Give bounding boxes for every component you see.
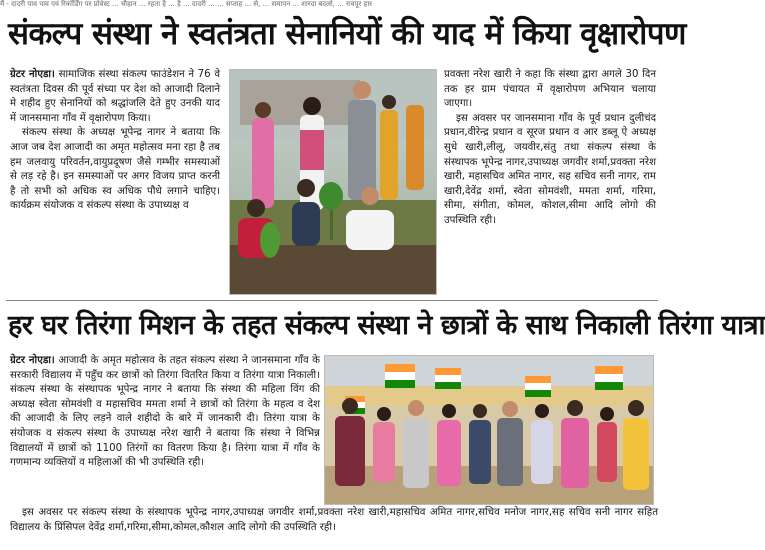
- article1-para4: इस अवसर पर जानसमाना गाँव के पूर्व प्रधान दुलीचंद प्रधान,वीरेन्द्र प्रधान व सूरज प्रधान व आर डब्लू ऐ अध्यक्ष सुधे खारी,लीलू, जयवीर,संतु तथा संकल्प संस्था के संस्थापक भूपेन्द्र नागर,उपाध्यक्ष जगवीर शर्मा,प्रवक्ता नरेश खारी, महासचिव अमित नागर, सह सचिव सनी नागर, राम खारी,देवेंद्र शर्मा, स्वेता सोमवंशी, ममता शर्मा, गरिमा, सीमा, संगीता, कोमल, कोशल,सीमा आदि लोगो की उपस्थिति रही।: [444, 112, 656, 226]
- article1-column-right: [444, 68, 656, 294]
- article1-para1: [10, 68, 220, 126]
- article2-headline: हर घर तिरंगा मिशन के तहत संकल्प संस्था ने छात्रों के साथ निकाली तिरंगा यात्रा: [8, 310, 765, 341]
- section-divider: [6, 300, 658, 301]
- article2-dateline: ग्रेटर नोएडा।: [10, 355, 55, 366]
- article1-dateline: ग्रेटर नोएडा।: [10, 69, 55, 80]
- article2-column-bottom: [10, 506, 658, 540]
- article2-para1-text: आजादी के अमृत महोत्सव के तहत संकल्प संस्था ने जानसमाना गाँव के सरकारी विद्यालय में पहुँच कर छात्रों को तिरंगा वितरित किया व तिरंगा यात्रा निकाली। संकल्प संस्था के संस्थापक भूपेन्द्र नागर ने बताया कि संस्था की महिला विंग की अध्यक्ष स्वेता सोमवंशी व महासचिव ममता शर्मा ने छात्रों को तिरंगा के महत्व व देश की आजादी के लिए लड़ने वाले शहीदो के बारे में जानकारी दी। तिरंगा यात्रा के संयोजक व संकल्प संस्था के उपाध्यक्ष नरेश खारी ने बताया कि संस्था ने विभिन्न विद्यालयों में छात्रों को 1100 तिरंगों का वितरण किया है। तिरंगा यात्रा में गाँव के गणमान्य व्यक्तियों व महिलाओं की भी उपस्थिति रही।: [10, 355, 320, 469]
- article1-para2: संकल्प संस्था के अध्यक्ष भूपेन्द्र नागर ने बताया कि आज जब देश आजादी का अमृत महोत्सव मना रहा है तब हम जलवायु परिवर्तन,वायुप्रदूषण जैसे गम्भीर समस्याओं से लड़ रहे है। इन समस्याओं पर अगर विजय प्राप्त करनी है तो सभी को अधिक स्व अधिक पौधे लगाने चाहिए। कार्यक्रम संयोजक व संकल्प संस्था के उपाध्यक्ष व: [10, 127, 220, 212]
- article1-para1-text: सामाजिक संस्था संकल्प फाउंडेशन ने 76 वे स्वतंत्रता दिवस की पूर्व संध्या पर देश को आजादी दिलाने मे शहीद हुए सेनानियों को श्रद्धांजलि देते हुए उनकी याद में जानसमाना गाँव में वृक्षारोपण किया।: [10, 69, 220, 124]
- article2-column-left: [10, 354, 320, 504]
- article1-column-left: [10, 68, 220, 294]
- article2-para2: इस अवसर पर संकल्प संस्था के संस्थापक भूपेन्द्र नागर,उपाध्यक्ष जगवीर शर्मा,प्रवक्ता नरेश खारी,महासचिव अमित नागर,सचिव मनोज नागर,सह सचिव सनी नागर सहित विद्यालय के प्रिंसिपल देवेंद्र शर्मा,गरिमा,सीमा,कोमल,कौशल आदि लोगो की उपस्थिति रही।: [10, 507, 658, 533]
- article1-para3: प्रवक्ता नरेश खारी ने कहा कि संस्था द्वारा अगले 30 दिन तक हर ग्राम पंचायत में वृक्षारोपण अभियान चलाया जाएगा।: [444, 69, 656, 110]
- tree-plantation-photo: [229, 69, 437, 295]
- article2-para1: [10, 354, 320, 471]
- top-cut-text-strip: मैं - दादरी पाव पाव एवं रिकॉर्डिंग पर प्रोवेस्ट ... चौहान ... रहता है ... है ... दादरी ... ... सप्ताह ... से, ... समापन ... शारदा बदलो, ... रावपूर हार: [0, 0, 373, 8]
- tiranga-yatra-photo: [324, 355, 654, 505]
- article1-headline: संकल्प संस्था ने स्वतंत्रता सेनानियों की याद में किया वृक्षारोपण: [8, 16, 686, 52]
